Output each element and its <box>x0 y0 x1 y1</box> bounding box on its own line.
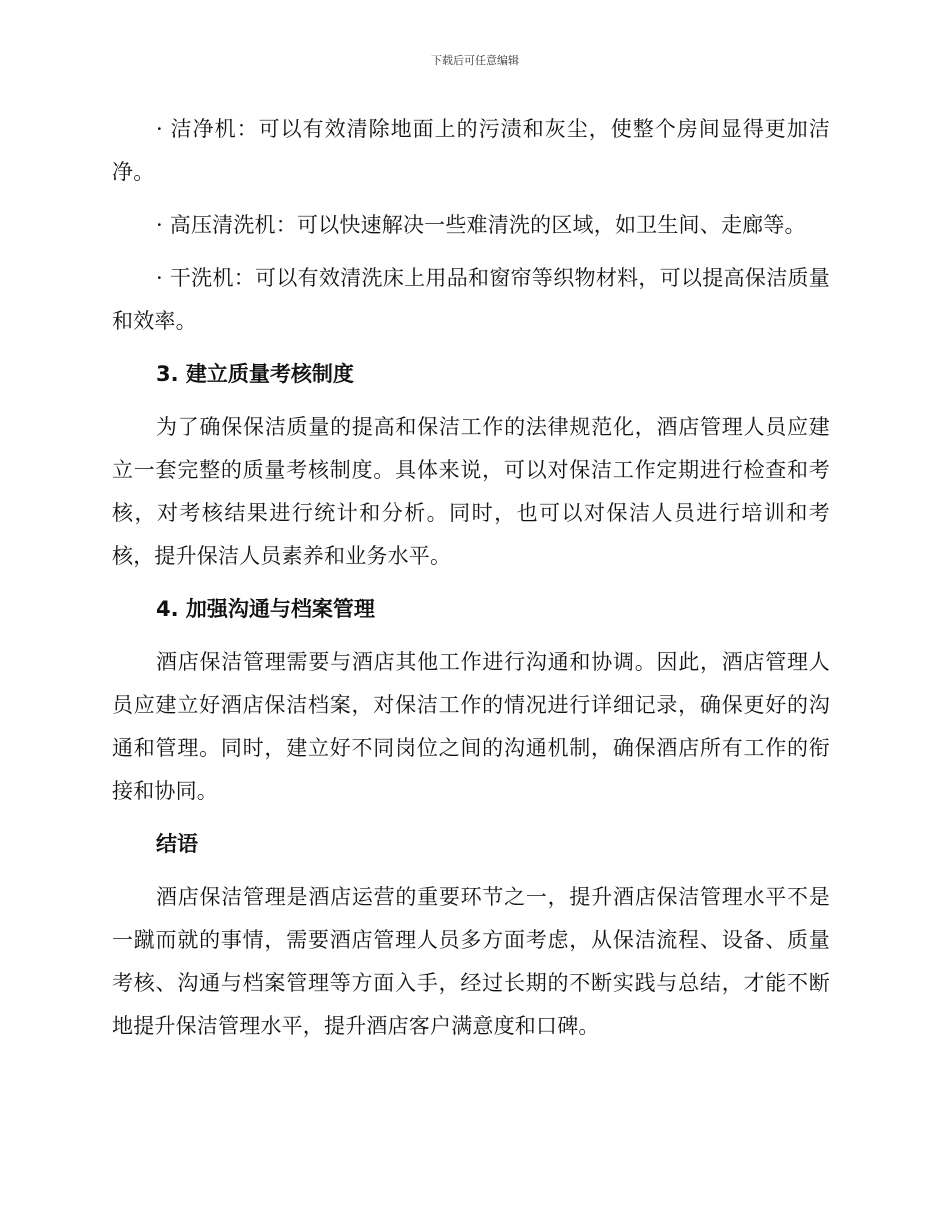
page-header: 下载后可任意编辑 <box>431 54 519 67</box>
bullet-cleaning-machine: · 洁净机：可以有效清除地面上的污渍和灰尘，使整个房间显得更加洁净。 <box>112 117 830 184</box>
conclusion-heading: 结语 <box>156 832 198 856</box>
bullet-dry-cleaner: · 干洗机：可以有效清洗床上用品和窗帘等织物材料，可以提高保洁质量和效率。 <box>112 266 830 333</box>
bullet-pressure-washer: · 高压清洗机：可以快速解决一些难清洗的区域，如卫生间、走廊等。 <box>156 213 806 237</box>
document-body <box>112 108 830 1058</box>
section-4-heading: 4. 加强沟通与档案管理 <box>156 597 375 621</box>
section-3-heading: 3. 建立质量考核制度 <box>156 362 354 386</box>
section-3-paragraph: 为了确保保洁质量的提高和保洁工作的法律规范化，酒店管理人员应建立一套完整的质量考核制度。具体来说，可以对保洁工作定期进行检查和考核，对考核结果进行统计和分析。同时，也可以对保洁人员进行培训和考核，提升保洁人员素养和业务水平。 <box>112 415 830 568</box>
section-4-paragraph: 酒店保洁管理需要与酒店其他工作进行沟通和协调。因此，酒店管理人员应建立好酒店保洁档案，对保洁工作的情况进行详细记录，确保更好的沟通和管理。同时，建立好不同岗位之间的沟通机制，确保酒店所有工作的衔接和协同。 <box>112 650 830 803</box>
conclusion-paragraph: 酒店保洁管理是酒店运营的重要环节之一，提升酒店保洁管理水平不是一蹴而就的事情，需要酒店管理人员多方面考虑，从保洁流程、设备、质量考核、沟通与档案管理等方面入手，经过长期的不断实践与总结，才能不断地提升保洁管理水平，提升酒店客户满意度和口碑。 <box>112 885 830 1038</box>
